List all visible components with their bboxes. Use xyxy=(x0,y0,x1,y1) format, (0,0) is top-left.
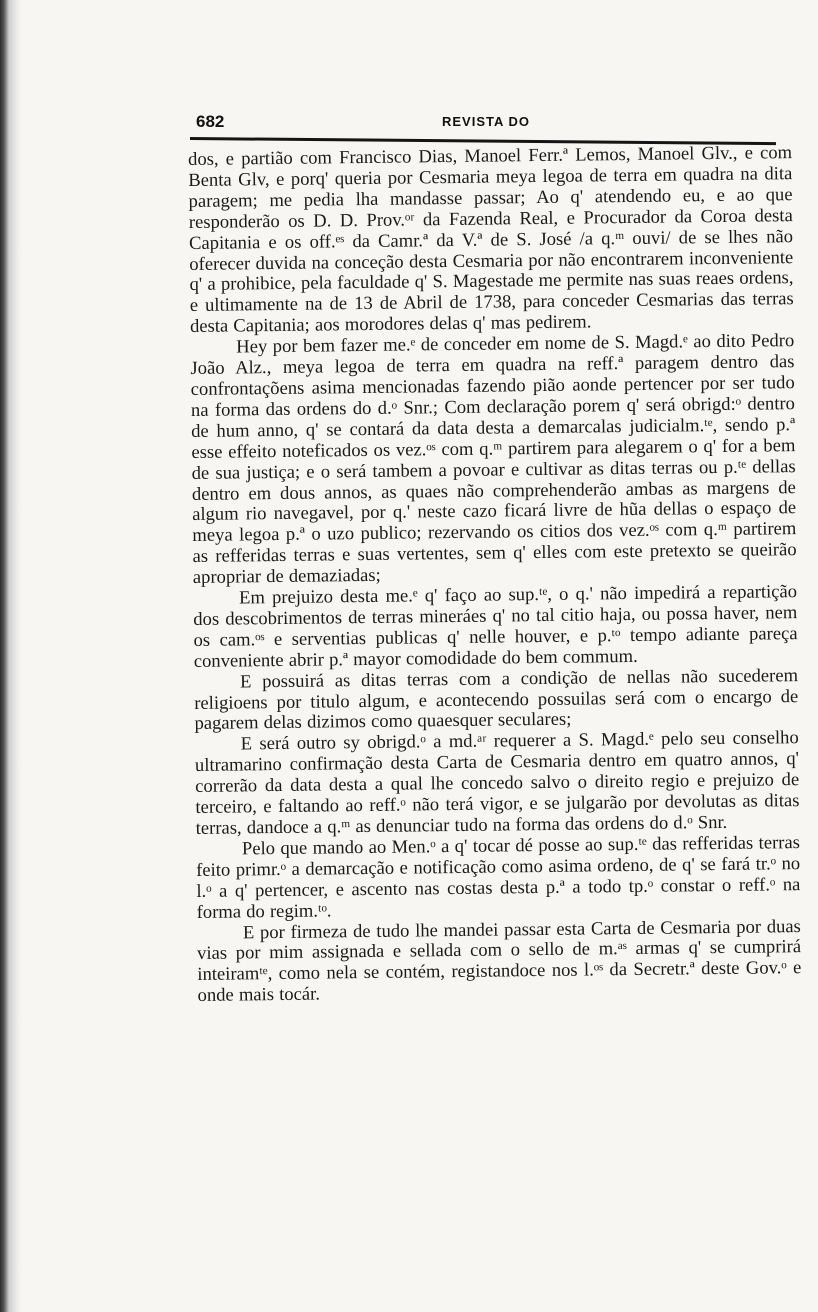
running-title: REVISTA DO xyxy=(442,114,531,129)
paragraph-confirmation: E será outro sy obrigd.ᵒ a md.ᵃʳ requerer a S. Magd.ᵉ pelo seu conselho ultramarino confirmação desta Carta de Cesmaria dentro em quatro annos, q' correrão da data desta a qual lhe concedo salvo o direito regio e prejuizo de terceiro, e faltando ao reff.ᵒ não terá vigor, e se julgarão por devolutas as ditas terras, dandoce a q.ᵐ as denunciar tudo na forma das ordens do d.ᵒ Snr. xyxy=(194,727,800,839)
paragraph-mining-reservation: Em prejuizo desta me.ᵉ q' faço ao sup.ᵗᵉ, o q.' não impedirá a repartição dos descobrimentos de terras mineráes q' no tal citio haja, ou possa haver, nem os cam.ᵒˢ e serventias publicas q' nelle houver, e p.ᵗᵒ tempo adiante pareça conveniente abrir p.ª mayor comodidade do bem commum. xyxy=(193,581,798,672)
paragraph-possession-order: Pelo que mando ao Men.ᵒ a q' tocar dé posse ao sup.ᵗᵉ das refferidas terras feito primr.ᵒ a demarcação e notificação como asima ordeno, de q' se fará tr.ᵒ no l.ᵒ a q' pertencer, e ascento nas costas desta p.ª a todo tp.ᵒ constar o reff.ᵒ na forma do regim.ᵗᵒ. xyxy=(196,832,801,923)
paragraph-continuation: dos, e partião com Francisco Dias, Manoel Ferr.ª Lemos, Manoel Glv., e com Benta Glv, e porq' queria por Cesmaria meya legoa de terra em quadra na dita paragem; me pedia lha mandasse passar; Ao q' atendendo eu, e ao que responderão os D. D. Prov.ᵒʳ da Fazenda Real, e Procurador da Coroa desta Capitania e os off.ᵉˢ da Camr.ª da V.ª de S. José /a q.ᵐ ouvi/ de se lhes não oferecer duvida na conceção desta Cesmaria por não encontrarem inconveniente q' a prohibice, pela faculdade q' S. Magestade me permite nas suas reaes ordens, e ultimamente na de 13 de Abril de 1738, para conceder Cesmarias das terras desta Capitania; aos morodores delas q' mas pedirem. xyxy=(187,142,794,338)
body-text xyxy=(188,143,802,1007)
page-binding-edge xyxy=(0,0,22,1312)
page-number: 682 xyxy=(196,112,225,131)
paragraph-grant: Hey por bem fazer me.ᵉ de conceder em nome de S. Magd.ᵉ ao dito Pedro João Alz., meya legoa de terra em quadra na reff.ª paragem dentro das confrontaçõens asima mencionadas fazendo pião aonde pertencer por ser tudo na forma das ordens do d.ᵒ Snr.; Com declaração porem q' será obrigd:ᵒ dentro de hum anno, q' se contará da data desta a demarcalas judicialm.ᵗᵉ, sendo p.ª esse effeito noteficados os vez.ᵒˢ com q.ᵐ partirem para alegarem o q' for a bem de sua justiça; e o será tambem a povoar e cultivar as ditas terras ou p.ᵗᵉ dellas dentro em dous annos, as quaes não comprehenderão ambas as margens de algum rio navegavel, por q.' neste cazo ficará livre de hũa dellas o espaço de meya legoa p.ª o uzo publico; rezervando os citios dos vez.ᵒˢ com q.ᵐ partirem as refferidas terras e suas vertentes, sem q' elles com este pretexto se queirão apropriar de demaziadas; xyxy=(190,330,797,589)
paragraph-religious-condition: E possuirá as ditas terras com a condição de nellas não sucederem religioens por titulo algum, e acontecendo possuilas será com o encargo de pagarem delas dizimos como quaesquer seculares; xyxy=(194,664,799,735)
paragraph-closing: E por firmeza de tudo lhe mandei passar esta Carta de Cesmaria por duas vias por mim assignada e sellada com o sello de m.ᵃˢ armas q' se cumprirá inteiramᵗᵉ, como nela se contém, registandoce nos l.ᵒˢ da Secretr.ª deste Gov.ᵒ e onde mais tocár. xyxy=(197,915,802,1007)
